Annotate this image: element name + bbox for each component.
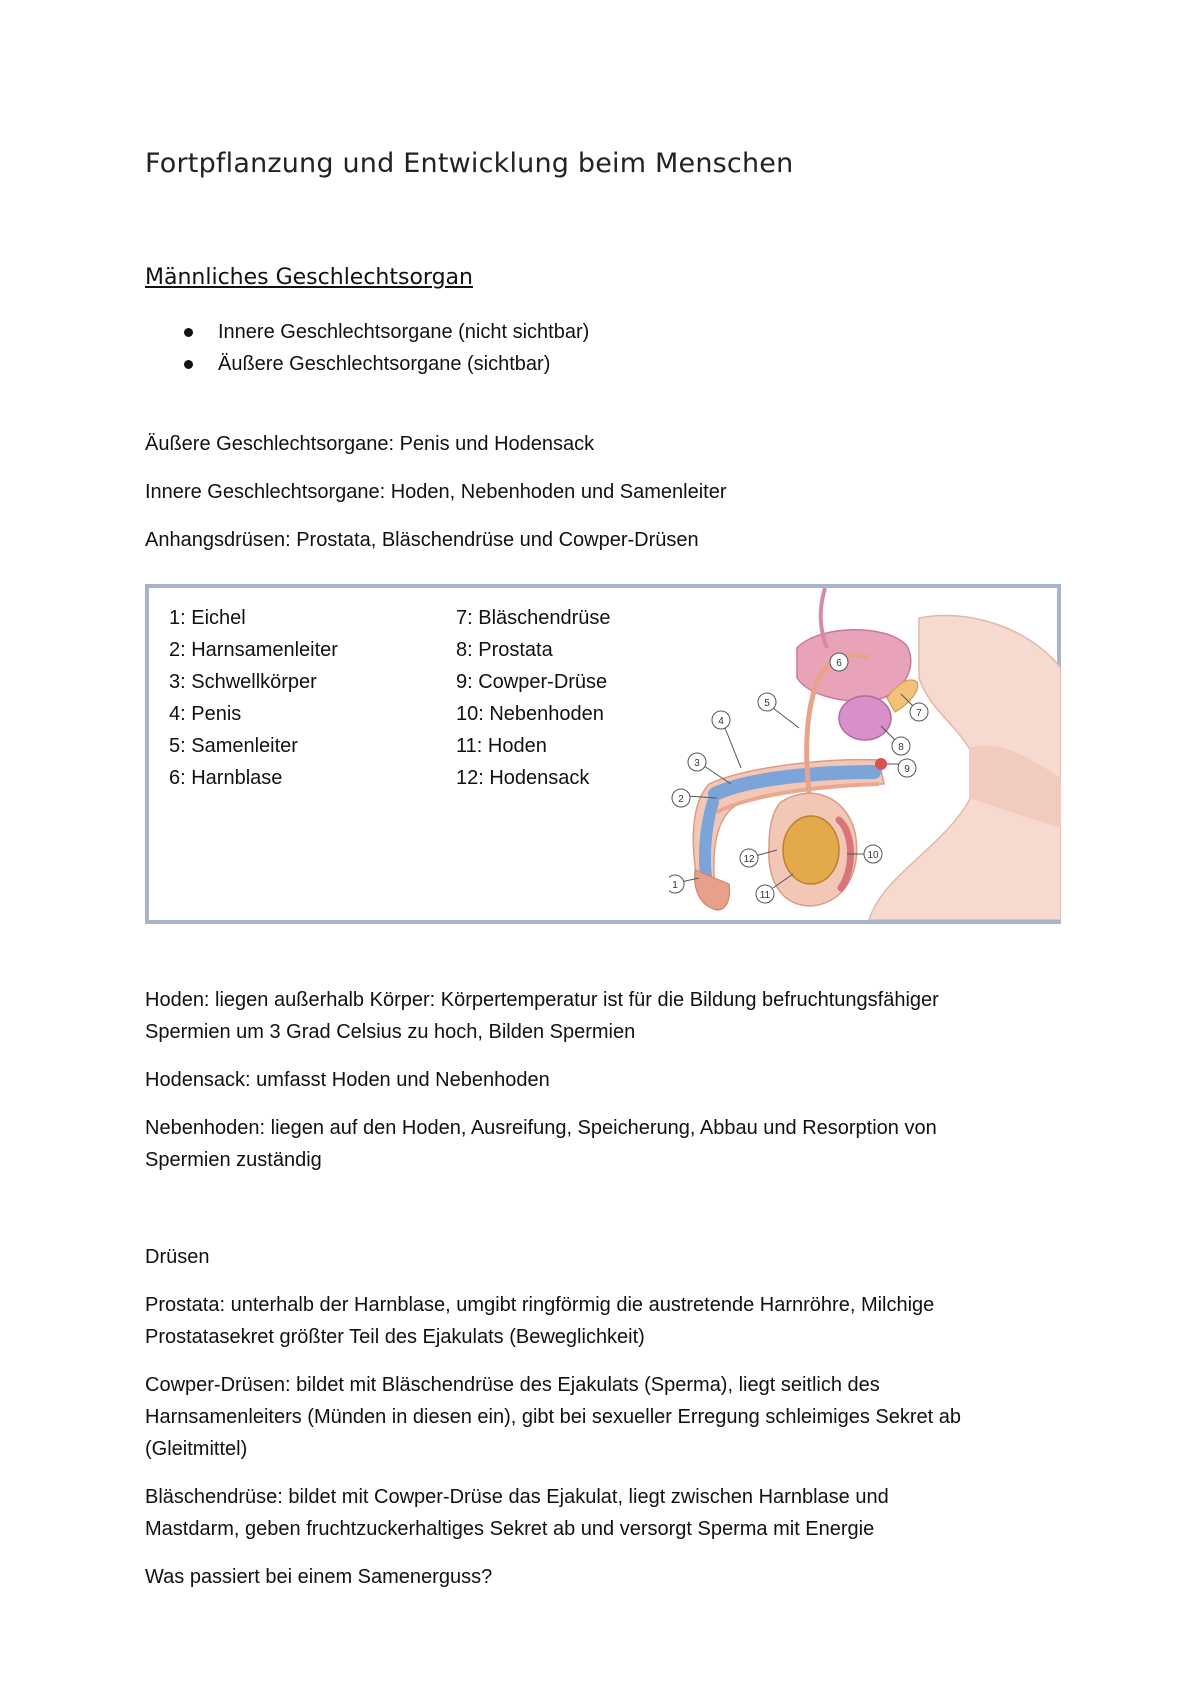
paragraph-line: Spermien um 3 Grad Celsius zu hoch, Bilden Spermien [145, 1021, 636, 1043]
question-samenerguss: Was passiert bei einem Samenerguss? [145, 1566, 493, 1588]
anatomy-figure-box [145, 584, 1061, 924]
legend-item: 11: Hoden [456, 735, 547, 757]
paragraph-line: Hoden: liegen außerhalb Körper: Körpertemperatur ist für die Bildung befruchtungsfähiger [145, 989, 939, 1011]
paragraph-blaeschendruese [145, 1481, 1065, 1545]
paragraph-hoden [145, 984, 1065, 1048]
paragraph-line: (Gleitmittel) [145, 1438, 248, 1460]
paragraph-line: Mastdarm, geben fruchtzuckerhaltiges Sekret ab und versorgt Sperma mit Energie [145, 1518, 875, 1540]
legend-item: 5: Samenleiter [169, 735, 298, 757]
paragraph-hodensack: Hodensack: umfasst Hoden und Nebenhoden [145, 1069, 550, 1091]
diagram-label: 9 [904, 764, 910, 775]
bullet-item: Äußere Geschlechtsorgane (sichtbar) [180, 348, 589, 380]
diagram-label: 7 [916, 708, 922, 719]
diagram-label: 4 [718, 716, 724, 727]
legend-item: 6: Harnblase [169, 767, 283, 789]
diagram-label: 2 [678, 794, 684, 805]
bullet-list [180, 316, 589, 380]
paragraph-prostata [145, 1289, 1065, 1353]
diagram-label: 5 [764, 698, 770, 709]
paragraph-line: Nebenhoden: liegen auf den Hoden, Ausreifung, Speicherung, Abbau und Resorption von [145, 1117, 937, 1139]
legend-item: 10: Nebenhoden [456, 703, 604, 725]
legend-item: 3: Schwellkörper [169, 671, 317, 693]
paragraph-line: Prostatasekret größter Teil des Ejakulats (Beweglichkeit) [145, 1326, 645, 1348]
diagram-label: 3 [694, 758, 700, 769]
diagram-label: 10 [867, 850, 879, 861]
diagram-label: 8 [898, 742, 904, 753]
legend-item: 2: Harnsamenleiter [169, 639, 338, 661]
legend-item: 9: Cowper-Drüse [456, 671, 608, 693]
paragraph-line: Prostata: unterhalb der Harnblase, umgibt ringförmig die austretende Harnröhre, Milchige [145, 1294, 935, 1316]
diagram-label: 12 [743, 854, 755, 865]
section-heading: Männliches Geschlechtsorgan [145, 265, 473, 290]
legend-left-column [169, 602, 338, 794]
legend-item: 1: Eichel [169, 607, 246, 629]
paragraph-nebenhoden [145, 1112, 1065, 1176]
paragraph-line: Cowper-Drüsen: bildet mit Bläschendrüse des Ejakulats (Sperma), liegt seitlich des [145, 1374, 880, 1396]
bullet-item: Innere Geschlechtsorgane (nicht sichtbar) [180, 316, 589, 348]
legend-right-column [456, 602, 611, 794]
intro-line-external: Äußere Geschlechtsorgane: Penis und Hodensack [145, 433, 595, 455]
intro-line-internal: Innere Geschlechtsorgane: Hoden, Nebenhoden und Samenleiter [145, 481, 727, 503]
heading-druesen: Drüsen [145, 1246, 210, 1268]
paragraph-line: Spermien zuständig [145, 1149, 322, 1171]
diagram-label: 6 [836, 658, 842, 669]
legend-item: 7: Bläschendrüse [456, 607, 611, 629]
intro-line-glands: Anhangsdrüsen: Prostata, Bläschendrüse und Cowper-Drüsen [145, 529, 699, 551]
paragraph-line: Bläschendrüse: bildet mit Cowper-Drüse das Ejakulat, liegt zwischen Harnblase und [145, 1486, 889, 1508]
diagram-label: 11 [759, 890, 771, 901]
legend-item: 12: Hodensack [456, 767, 590, 789]
paragraph-cowper [145, 1369, 1065, 1465]
legend-item: 4: Penis [169, 703, 242, 725]
diagram-label: 1 [672, 880, 678, 891]
male-anatomy-diagram [669, 588, 1061, 920]
page-title: Fortpflanzung und Entwicklung beim Menschen [145, 148, 794, 179]
paragraph-line: Harnsamenleiters (Münden in diesen ein), gibt bei sexueller Erregung schleimiges Sekret ab [145, 1406, 961, 1428]
legend-item: 8: Prostata [456, 639, 553, 661]
